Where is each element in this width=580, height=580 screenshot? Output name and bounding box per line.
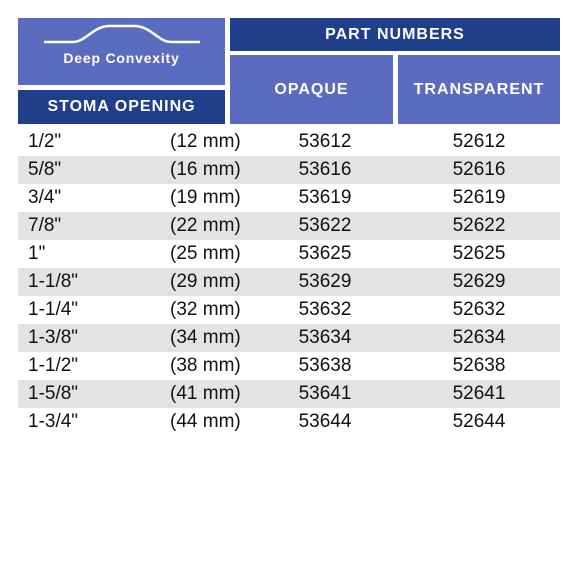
transparent-part-number: 52632 bbox=[452, 299, 506, 320]
table-row bbox=[18, 352, 560, 380]
transparent-part-number: 52616 bbox=[452, 159, 506, 180]
table-row bbox=[18, 324, 560, 352]
transparent-part-number: 52612 bbox=[452, 131, 506, 152]
transparent-part-number: 52634 bbox=[452, 327, 506, 348]
table-row bbox=[18, 268, 560, 296]
stoma-size-mm: (34 mm) bbox=[170, 327, 241, 348]
table-row bbox=[18, 296, 560, 324]
opaque-part-number: 53616 bbox=[298, 159, 352, 180]
stoma-size-mm: (29 mm) bbox=[170, 271, 241, 292]
table-row bbox=[18, 128, 560, 156]
transparent-part-number: 52638 bbox=[452, 355, 506, 376]
convexity-curve-icon bbox=[42, 20, 202, 46]
table-row bbox=[18, 240, 560, 268]
opaque-part-number: 53638 bbox=[298, 355, 352, 376]
stoma-size: 1-3/4" bbox=[28, 411, 79, 432]
stoma-size: 7/8" bbox=[28, 215, 62, 236]
transparent-part-number: 52644 bbox=[452, 411, 506, 432]
stoma-size: 1-1/4" bbox=[28, 299, 79, 320]
table-row bbox=[18, 184, 560, 212]
stoma-size-mm: (25 mm) bbox=[170, 243, 241, 264]
opaque-part-number: 53634 bbox=[298, 327, 352, 348]
opaque-part-number: 53612 bbox=[298, 131, 352, 152]
stoma-size-mm: (41 mm) bbox=[170, 383, 241, 404]
table-row bbox=[18, 380, 560, 408]
stoma-size-mm: (32 mm) bbox=[170, 299, 241, 320]
transparent-part-number: 52641 bbox=[452, 383, 506, 404]
transparent-part-number: 52619 bbox=[452, 187, 506, 208]
transparent-part-number: 52625 bbox=[452, 243, 506, 264]
stoma-size-mm: (38 mm) bbox=[170, 355, 241, 376]
opaque-part-number: 53629 bbox=[298, 271, 352, 292]
stoma-size: 3/4" bbox=[28, 187, 62, 208]
opaque-part-number: 53641 bbox=[298, 383, 352, 404]
stoma-size-mm: (16 mm) bbox=[170, 159, 241, 180]
table-row bbox=[18, 156, 560, 184]
stoma-size-mm: (44 mm) bbox=[170, 411, 241, 432]
stoma-size-mm: (12 mm) bbox=[170, 131, 241, 152]
stoma-size: 1-1/8" bbox=[28, 271, 79, 292]
opaque-column-header: OPAQUE bbox=[230, 55, 393, 124]
opaque-part-number: 53619 bbox=[298, 187, 352, 208]
stoma-size: 1-5/8" bbox=[28, 383, 79, 404]
convexity-label: Deep Convexity bbox=[63, 50, 180, 66]
stoma-size: 1-1/2" bbox=[28, 355, 79, 376]
stoma-size: 1" bbox=[28, 243, 46, 264]
convexity-header bbox=[18, 18, 225, 85]
stoma-size-mm: (19 mm) bbox=[170, 187, 241, 208]
transparent-part-number: 52622 bbox=[452, 215, 506, 236]
opaque-part-number: 53644 bbox=[298, 411, 352, 432]
opaque-part-number: 53622 bbox=[298, 215, 352, 236]
transparent-column-header: TRANSPARENT bbox=[398, 55, 560, 124]
transparent-part-number: 52629 bbox=[452, 271, 506, 292]
stoma-size: 1-3/8" bbox=[28, 327, 79, 348]
part-number-table bbox=[18, 128, 560, 436]
stoma-size: 5/8" bbox=[28, 159, 62, 180]
table-row bbox=[18, 212, 560, 240]
opaque-part-number: 53632 bbox=[298, 299, 352, 320]
table-row bbox=[18, 408, 560, 436]
stoma-opening-header: STOMA OPENING bbox=[18, 90, 225, 124]
stoma-size-mm: (22 mm) bbox=[170, 215, 241, 236]
opaque-part-number: 53625 bbox=[298, 243, 352, 264]
stoma-size: 1/2" bbox=[28, 131, 62, 152]
part-numbers-header: PART NUMBERS bbox=[230, 18, 560, 51]
